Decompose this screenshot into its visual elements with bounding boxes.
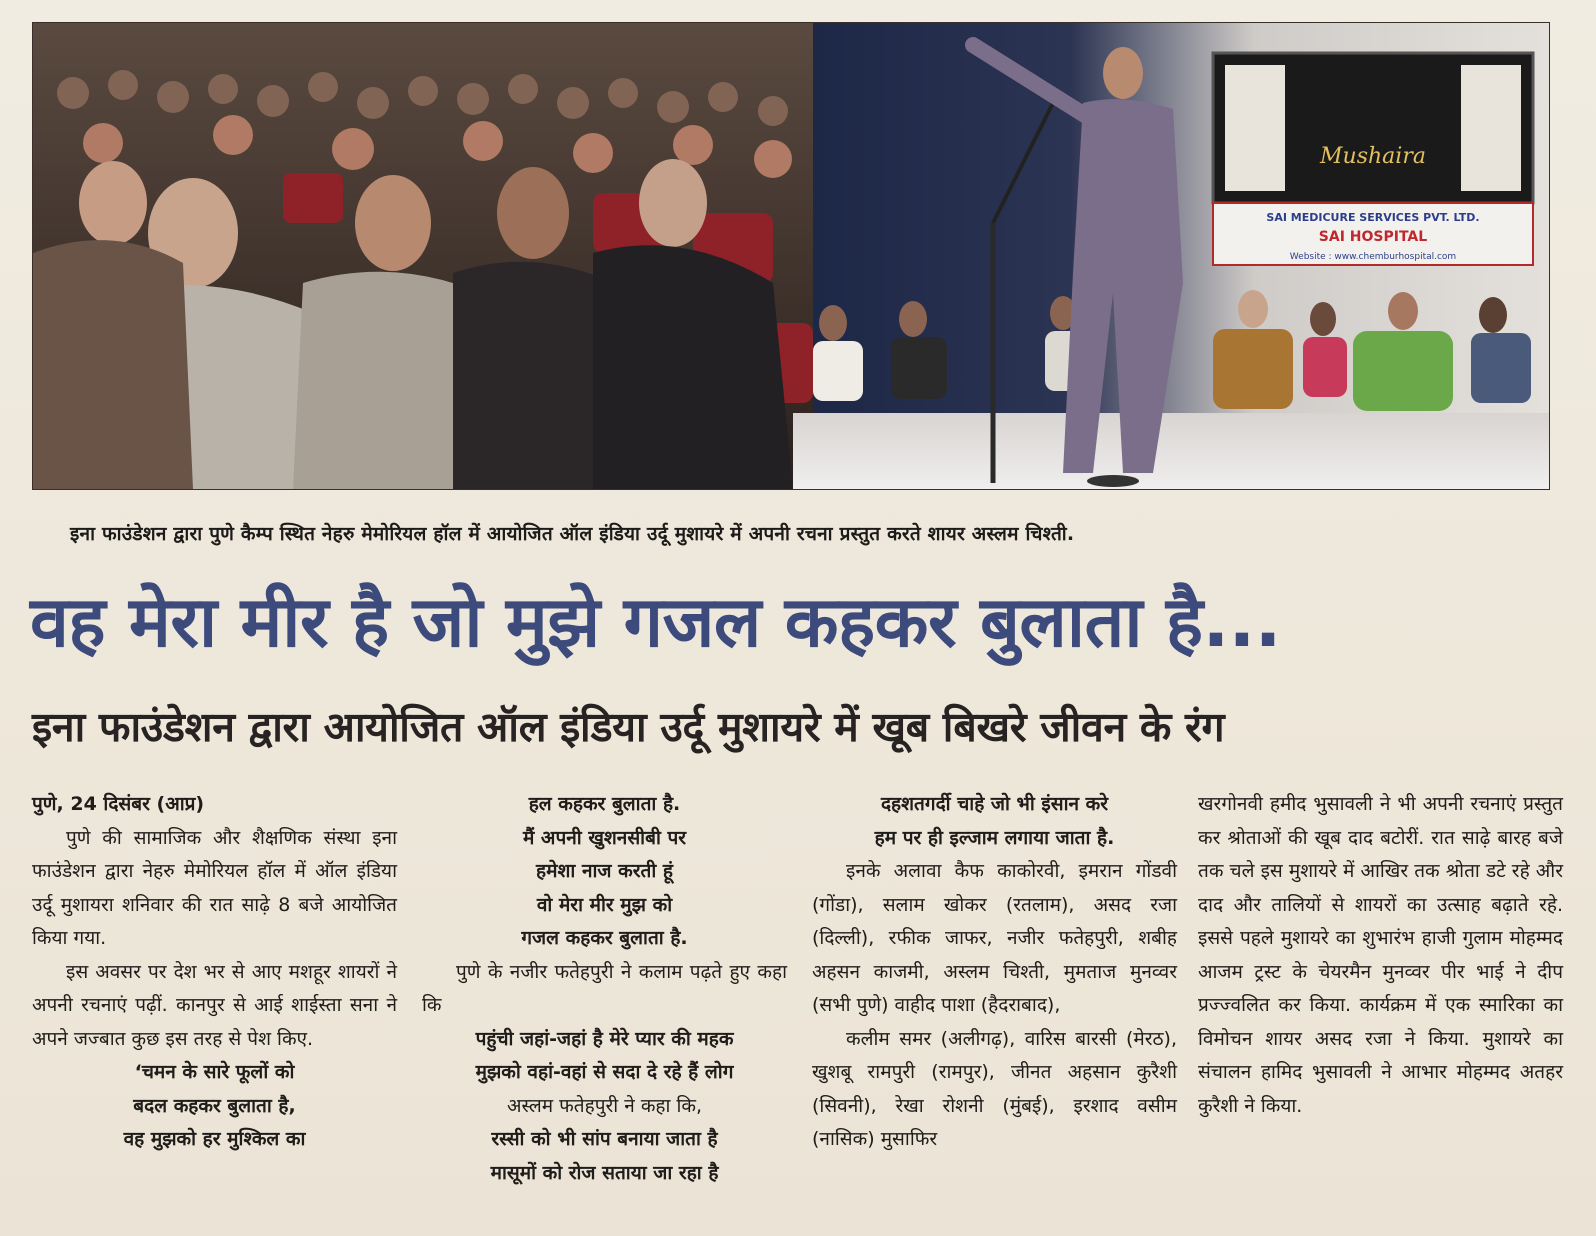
- banner-line2: SAI HOSPITAL: [1318, 229, 1428, 245]
- article-body: [30, 788, 1563, 1228]
- verse-line: हमेशा नाज करती हूं: [536, 860, 673, 882]
- dateline: पुणे, 24 दिसंबर (आप्र): [32, 793, 205, 815]
- verse-line: पहुंची जहां-जहां है मेरे प्यार की महक: [475, 1027, 734, 1050]
- paragraph: खरगोनवी हमीद भुसावली ने भी अपनी रचनाएं प्रस्तुत कर श्रोताओं की खूब दाद बटोरीं. रात साढ़े बारह बजे तक चले इस मुशायरे में आखिर तक श्रोता डटे रहे और दाद और तालियों से शायरों का उत्साह बढ़ाते रहे. इससे पहले मुशायरे का शुभारंभ हाजी गुलाम मोहम्मद आजम ट्रस्ट के चेयरमैन मुनव्वर पीर भाई ने दीप प्रज्ज्वलित कर किया. कार्यक्रम में एक स्मारिका का विमोचन शायर असद रजा ने किया. मुशायरे का संचालन हामिद भुसावली ने आभार मोहम्मद अतहर कुरैशी ने किया.: [1198, 793, 1563, 1117]
- subheadline: इना फाउंडेशन द्वारा आयोजित ऑल इंडिया उर्दू मुशायरे में खूब बिखरे जीवन के रंग: [32, 703, 1225, 751]
- paragraph: अस्लम फतेहपुरी ने कहा कि,: [506, 1094, 703, 1117]
- verse-line: मासूमों को रोज सताया जा रहा है: [490, 1161, 719, 1184]
- verse-line: मैं अपनी खुशनसीबी पर: [522, 826, 687, 849]
- banner-line1: SAI MEDICURE SERVICES PVT. LTD.: [1266, 211, 1480, 224]
- banner-line3: Website : www.chemburhospital.com: [1289, 252, 1457, 262]
- article-column-2: [422, 788, 787, 1190]
- verse-line: मुझको वहां-वहां से सदा दे रहे हैं लोग: [475, 1061, 734, 1083]
- verse-line: बदल कहकर बुलाता है,: [133, 1094, 296, 1117]
- paragraph: पुणे के नजीर फतेहपुरी ने कलाम पढ़ते हुए कहा कि: [422, 960, 787, 1016]
- article-column-3: [812, 788, 1177, 1157]
- paragraph: इनके अलावा कैफ काकोरवी, इमरान गोंडवी (गोंडा), सलाम खोकर (रतलाम), असद रजा (दिल्ली), रफीक जाफर, नजीर फतेहपुरी, शबीह अहसन काजमी, अस्लम चिश्ती, मुमताज मुनव्वर (सभी पुणे) वाहीद पाशा (हैदराबाद),: [812, 860, 1177, 1016]
- verse-line: गजल कहकर बुलाता है.: [521, 927, 688, 949]
- verse-line: वो मेरा मीर मुझ को: [536, 893, 673, 916]
- headline: वह मेरा मीर है जो मुझे गजल कहकर बुलाता है...: [30, 581, 1281, 663]
- article-column-1: [32, 788, 397, 1157]
- screen-text: Mushaira: [1320, 144, 1426, 169]
- paragraph: पुणे की सामाजिक और शैक्षणिक संस्था इना फाउंडेशन द्वारा नेहरु मेमोरियल हॉल में ऑल इंडिया उर्दू मुशायरा शनिवार की रात साढ़े 8 बजे आयोजित किया गया.: [32, 826, 397, 949]
- verse-line: हल कहकर बुलाता है.: [528, 793, 681, 815]
- event-photo: [32, 22, 1550, 490]
- paragraph: कलीम समर (अलीगढ़), वारिस बारसी (मेरठ), खुशबू रामपुरी (रामपुर), जीनत अहसान कुरैशी (सिवनी), रेखा रोशनी (मुंबई), इरशाद वसीम (नासिक) मुसाफिर: [812, 1027, 1177, 1150]
- verse-line: वह मुझको हर मुश्किल का: [123, 1128, 306, 1150]
- article-column-4: [1198, 788, 1563, 1123]
- verse-line: रस्सी को भी सांप बनाया जाता है: [491, 1128, 718, 1150]
- verse-line: दहशतगर्दी चाहे जो भी इंसान करे: [880, 793, 1109, 815]
- verse-line: ‘चमन के सारे फूलों को: [134, 1061, 295, 1083]
- verse-line: हम पर ही इल्जाम लगाया जाता है.: [874, 826, 1115, 849]
- photo-caption: इना फाउंडेशन द्वारा पुणे कैम्प स्थित नेहरु मेमोरियल हॉल में आयोजित ऑल इंडिया उर्दू मुशायरे में अपनी रचना प्रस्तुत करते शायर अस्लम चिश्ती.: [70, 523, 1075, 545]
- paragraph: इस अवसर पर देश भर से आए मशहूर शायरों ने अपनी रचनाएं पढ़ीं. कानपुर से आई शाईस्ता सना ने अपने जज्बात कुछ इस तरह से पेश किए.: [32, 960, 397, 1050]
